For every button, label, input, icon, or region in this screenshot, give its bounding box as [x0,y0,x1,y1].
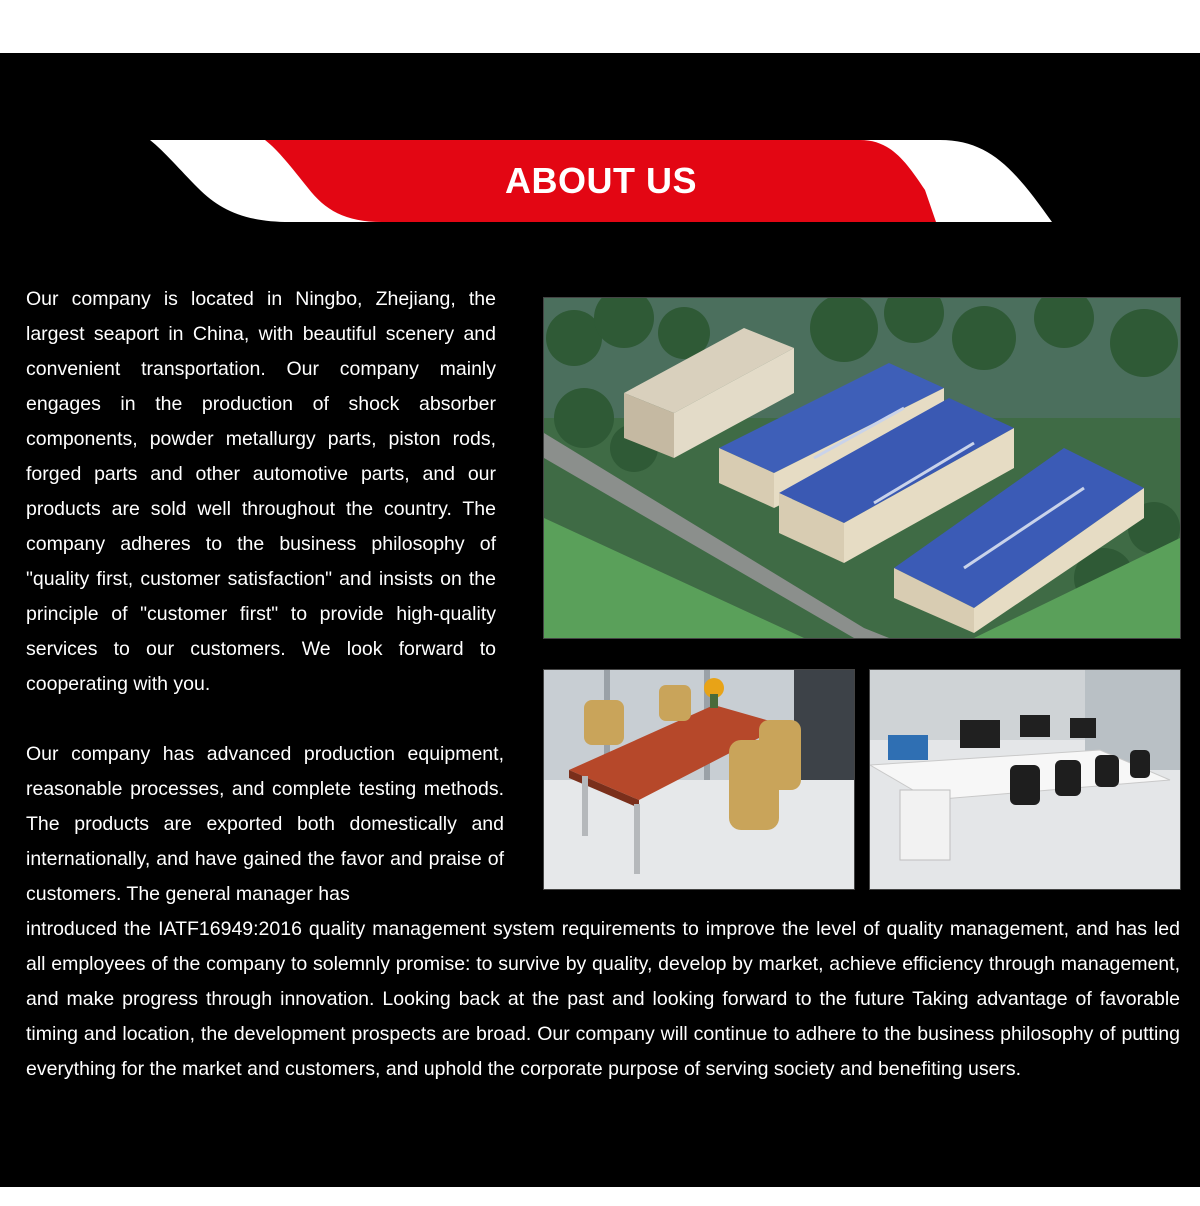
section-title-banner [150,140,1052,222]
section-title: ABOUT US [505,160,697,201]
intro-paragraph: Our company is located in Ningbo, Zhejiang, the largest seaport in China, with beautiful scenery and convenient transportation. Our company mainly engages in the production of shock absorber components, powder metallurgy parts, piston rods, forged parts and other automotive parts, and our products are sold well throughout the country. The company adheres to the business philosophy of "quality first, customer satisfaction" and insists on the principle of "customer first" to provide high-quality services to our customers. We look forward to cooperating with you. [26,288,496,695]
factory-aerial-photo [543,297,1181,639]
capabilities-paragraph-end: introduced the IATF16949:2016 quality management system requirements to improve the level of quality management, and has led all employees of the company to solemnly promise: to survive by quality, develop by market, achieve efficiency through management, and make progress through innovation. Looking back at the past and looking forward to the future Taking advantage of favorable timing and location, the development prospects are broad. Our company will continue to adhere to the business philosophy of putting everything for the market and customers, and uphold the corporate purpose of serving society and benefiting users. [26,918,1180,1080]
capabilities-paragraph-start: Our company has advanced production equipment, reasonable processes, and complete testing methods. The products are exported both domestically and internationally, and have gained the favor and praise of customers. The general manager has [26,743,504,905]
meeting-room-photo [543,669,855,890]
office-workspace-photo [869,669,1181,890]
